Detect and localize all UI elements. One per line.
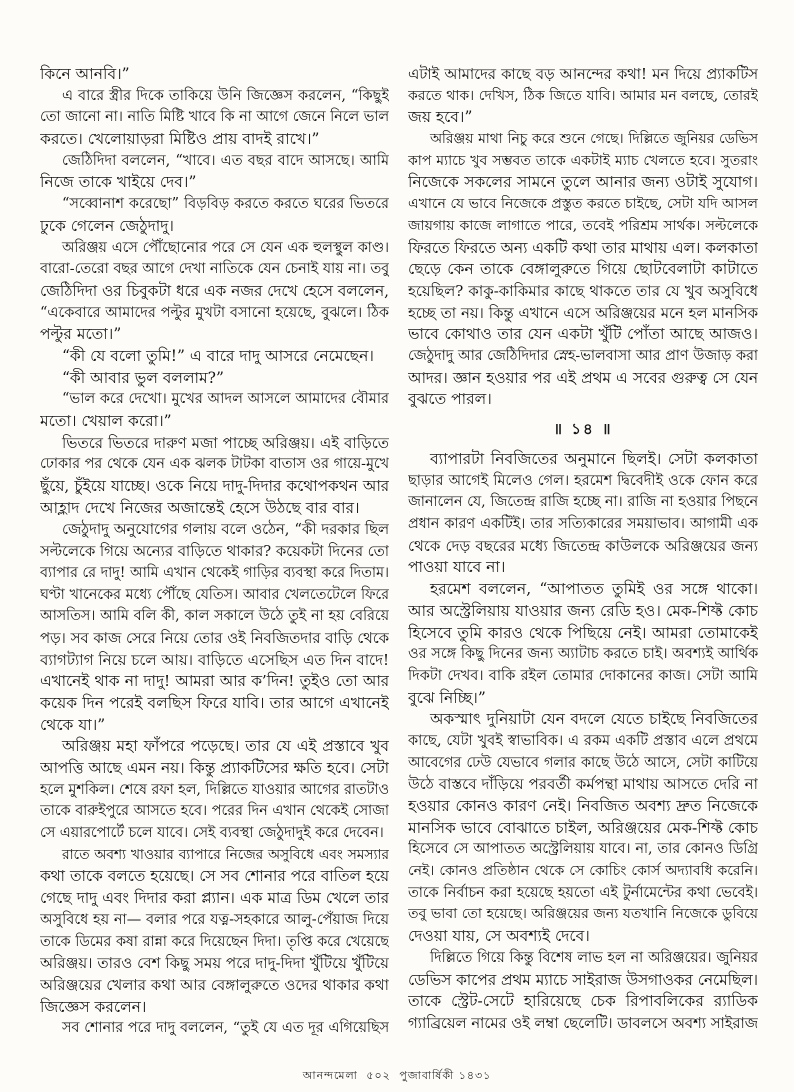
text-line: এখানেই থাক না দাদু! আমরা আর ক’দিন! তুইও তো আর: [40, 672, 389, 691]
text-line: গেছে দাদু এবং দিদার করা প্ল্যান। এক মাত্র ডিম খেলে তার: [40, 889, 389, 908]
text-line: অরিঞ্জয় এসে পৌঁছোনোর পরে সে যেন এক হুলস্থুল কাণ্ড।: [62, 239, 389, 256]
text-line: সব শোনার পরে দাদু বললেন, “তুই যে এত দূর এগিয়েছিস: [62, 1020, 389, 1037]
text-line: হওয়ার কোনও কারণ নেই। নিবজিত অবশ্য দ্রুত নিজেকে: [408, 797, 758, 815]
text-line: আসতিস। আমি বলি কী, কাল সকালে উঠে তুই না হয় বেরিয়ে: [40, 608, 389, 625]
text-line: অরিঞ্জয়। তারও বেশ কিছু সময় পরে দাদু-দিদা খুঁটিয়ে খুঁটিয়ে: [40, 954, 389, 973]
text-line: সে এয়ারপোর্টে চলে যাবে। সেই ব্যবস্থা জেঠুদাদুই করে দেবেন।: [40, 825, 384, 842]
right-column: [408, 64, 758, 1035]
right-column-top-text: [408, 64, 758, 411]
text-line: জেঠিদিদা বললেন, “খাবে। এত বছর বাদে আসছে। আমি: [62, 152, 389, 169]
paragraph: [40, 368, 389, 390]
text-line: তো জানো না। নাতি মিষ্টি খাবে কি না আগে জেনে নিলে ভাল: [40, 109, 389, 126]
text-line: হিসেবে সে আপাতত অস্ট্রেলিয়ায় যাবে। না, তার কোনও ডিগ্রি: [408, 841, 758, 858]
text-line: ঘণ্টা খানেকের মধ্যে পৌঁছে যেতিস। আবার খেলতেটেলে ফিরে: [40, 586, 389, 603]
paragraph: [408, 449, 758, 579]
text-line: অরিঞ্জয় মাথা নিচু করে শুনে গেছে। দিল্লিতে জুনিয়র ডেভিস: [430, 131, 758, 148]
text-line: উঠে বাস্তবে দাঁড়িয়ে পরবর্তী কর্মপন্থা মাথায় আসতে দেরি না: [408, 775, 758, 794]
text-line: করতে থাক। দেখিস, ঠিক জিতে যাবি। আমার মন বলছে, তোরই: [408, 87, 758, 104]
footer-page-number: ৫০২: [366, 1069, 391, 1082]
text-line: পাওয়া যাবে না।: [408, 558, 506, 577]
paragraph: [408, 129, 758, 411]
text-line: থেকে দেড় বছরের মধ্যে জিতেন্দ্র কাউলকে অরিঞ্জয়ের জন্য: [408, 536, 758, 555]
text-line: পড়। সব কাজ সেরে নিয়ে তোর ওই নিবজিতদার বাড়ি থেকে: [40, 629, 389, 647]
text-line: ডেভিস কাপের প্রথম ম্যাচে সাইরাজ উসগাওকর নেমেছিল।: [408, 970, 758, 989]
text-line: বারো-তেরো বছর আগে দেখা নাতিকে যেন চেনাই যায় না। তবু: [40, 261, 389, 278]
text-line: আবেগের ঢেউ যেভাবে গলার কাছে উঠে আসে, সেটা কাটিয়ে: [408, 754, 758, 771]
text-line: হরমেশ বললেন, “আপাতত তুমিই ওর সঙ্গে থাকো।: [430, 580, 758, 599]
text-line: মতো। খেয়াল করো।”: [40, 412, 172, 430]
text-line: কথা তাকে বলতে হয়েছে। সে সব শোনার পরে বাতিল হয়ে: [40, 867, 389, 886]
paragraph: [408, 579, 758, 709]
text-line: ফিরতে ফিরতে অন্য একটি কথা তার মাথায় এল। কলকাতা: [408, 238, 758, 257]
text-line: হচ্ছে তা নয়। কিন্তু এখানে এসে অরিঞ্জয়ের মনে হল মানসিক: [408, 304, 758, 322]
text-line: থেকে যা।”: [40, 715, 106, 734]
text-line: বুঝে নিচ্ছি।”: [408, 688, 486, 707]
text-line: কয়েক দিন পরেই বলছিস ফিরে যাবি। তার আগে এখানেই: [40, 693, 389, 712]
text-line: অকস্মাৎ দুনিয়াটা যেন বদলে যেতে চাইছে নিবজিতের: [430, 710, 758, 729]
text-line: ছাড়ার আগেই মিলেও গেল। হরমেশ দ্বিবেদীই ওকে ফোন করে: [408, 472, 758, 489]
text-line: বুঝতে পারল।: [408, 390, 492, 409]
text-line: জয় হবে।”: [408, 108, 473, 127]
paragraph: [40, 389, 389, 432]
text-line: সল্টলেকে গিয়ে অন্যের বাড়িতে থাকার? কয়েকটা দিনের তো: [40, 543, 389, 561]
right-column-bottom-text: [408, 449, 758, 1035]
text-line: ভাবে কোথাও তার যেন একটা খুঁটি পোঁতা আছে আজও।: [408, 325, 758, 344]
text-line: জানালেন যে, জিতেন্দ্র রাজি হচ্ছে না। রাজি না হওয়ার পিছনে: [408, 494, 758, 511]
text-line: জায়গায় কাজে লাগাতে পারে, তবেই পরিশ্রম সার্থক। সল্টলেকে: [408, 217, 758, 234]
text-line: পল্টুর মতো।”: [40, 325, 122, 344]
text-line: তবু ভাবা তো হয়েছে। অরিঞ্জয়ের জন্য যতখানি নিজেকে ডুবিয়ে: [408, 906, 758, 923]
text-line: এটাই আমাদের কাছে বড় আনন্দের কথা! মন দিয়ে প্র্যাকটিস: [408, 66, 758, 83]
paragraph: [40, 151, 389, 194]
text-line: প্রধান কারণ একটিই। তার সত্যিকারের সময়াভাব। আগামী এক: [408, 516, 758, 533]
text-line: ব্যাগট্যাগ নিয়ে চলে আয়। বাড়িতে এসেছিস এত দিন বাদে!: [40, 650, 389, 669]
paragraph: [40, 238, 389, 346]
text-line: নিজে তাকে খাইয়ে দেব।”: [40, 173, 197, 192]
text-line: রাতে অবশ্য খাওয়ার ব্যাপারে নিজের অসুবিধে এবং সমস্যার: [62, 846, 389, 863]
text-line: “একেবারে আমাদের পল্টুর মুখটা বসানো হয়েছে, বুঝলে। ঠিক: [40, 304, 389, 321]
paragraph: [40, 86, 389, 151]
text-line: ব্যাপারটা নিবজিতের অনুমানে ছিলই। সেটা কলকাতা: [430, 450, 758, 468]
text-line: তাকে নির্বাচন করা হয়েছে হয়তো এই টুর্নামেন্টের কথা ভেবেই।: [408, 884, 758, 901]
paragraph: [408, 709, 758, 948]
text-line: ব্যাপার রে দাদু! আমি এখান থেকেই গাড়ির ব্যবস্থা করে দিতাম।: [40, 564, 389, 581]
paragraph: [408, 64, 758, 129]
text-line: হিসেবে তুমি কারও থেকে পিছিয়ে নেই। আমরা তোমাকেই: [408, 623, 758, 642]
text-line: ঢুকে গেলেন জেঠুদাদু।: [40, 216, 174, 235]
text-line: করতে। খেলোয়াড়রা মিষ্টিও প্রায় বাদই রাখে।”: [40, 130, 320, 149]
paragraph: [40, 736, 389, 844]
text-line: দেওয়া যায়, সে অবশ্যই দেবে।: [408, 927, 590, 946]
paragraph: [40, 346, 389, 368]
text-line: কাছে, যেটা খুবই স্বাভাবিক। এ রকম একটি প্রস্তাব এলে প্রথমে: [408, 732, 758, 749]
paragraph: [40, 194, 389, 237]
page-footer: [0, 1066, 794, 1086]
paragraph: [40, 64, 389, 86]
text-line: জেঠুদাদু আর জেঠিদিদার স্নেহ-ভালবাসা আর প্রাণ উজাড় করা: [408, 347, 758, 364]
text-line: নিজেকে সকলের সামনে তুলে আনার জন্য ওটাই সুযোগ।: [408, 173, 758, 192]
text-line: ছুঁয়ে, চুঁইয়ে যাচ্ছে। ওকে নিয়ে দাদু-দিদার কথোপকথন আর: [40, 477, 389, 496]
left-column: [40, 64, 389, 1040]
text-line: ঢোকার পর থেকে যেন এক ঝলক টাটকা বাতাস ওর গায়ে-মুখে: [40, 456, 389, 473]
text-line: তাকে ডিমের কষা রান্না করে দিয়েছেন দিদা। তৃপ্তি করে খেয়েছে: [40, 933, 389, 950]
text-line: ছেড়ে কেন তাকে বেঙ্গালুরুতে গিয়ে ছোটবেলাটা কাটাতে: [408, 260, 758, 279]
text-line: হয়েছিল? কাকু-কাকিমার কাছে থাকতে তার যে খুব অসুবিধে: [408, 281, 758, 300]
paragraph: [40, 519, 389, 736]
text-line: ভিতরে ভিতরে দারুণ মজা পাচ্ছে অরিঞ্জয়। এই বাড়িতে: [62, 433, 389, 452]
paragraph: [40, 433, 389, 520]
footer-edition: পুজাবার্ষিকী ১৪৩১: [399, 1069, 492, 1082]
text-line: গ্যাব্রিয়েল নামের ওই লম্বা ছেলেটি। ডাবলসে অবশ্য সাইরাজ: [408, 1014, 758, 1032]
text-line: দিকটা দেখব। বাকি রইল তোমার দোকানের কাজ। সেটা আমি: [408, 667, 758, 684]
text-line: নেই। কোনও প্রতিষ্ঠান থেকে সে কোচিং কোর্স অদ্যাবধি করেনি।: [408, 863, 758, 880]
text-line: কিনে আনবি।”: [40, 65, 130, 83]
text-line: হলে মুশকিল। শেষে রফা হল, দিল্লিতে যাওয়ার আগের রাতটাও: [40, 781, 389, 798]
footer-magazine-name: আনন্দমেলা: [302, 1069, 358, 1082]
paragraph: [40, 845, 389, 1019]
text-line: জিজ্ঞেস করলেন।: [40, 997, 147, 1016]
text-line: “সব্বোনাশ করেছো” বিড়বিড় করতে করতে ঘরের ভিতরে: [62, 196, 389, 213]
text-line: তাকে বারুইপুরে আসতে হবে। পরের দিন এখান থেকেই সোজা: [40, 803, 389, 820]
text-line: অসুবিধে হয় না— বলার পরে যত্ন-সহকারে আলু-পেঁয়াজ দিয়ে: [40, 911, 389, 928]
paragraph: [40, 1018, 389, 1040]
text-line: এ বারে স্ত্রীর দিকে তাকিয়ে উনি জিজ্ঞেস করলেন, “কিছুই: [62, 87, 389, 104]
paragraph: [408, 948, 758, 1035]
text-line: “কী আবার ভুল বললাম?”: [62, 368, 224, 387]
text-line: মানসিক ভাবে বোঝাতে চাইল, অরিঞ্জয়ের মেক-শিফ্ট কোচ: [408, 818, 758, 837]
text-line: আপত্তি আছে এমন নয়। কিন্তু প্র্যাকটিসের ক্ষতি হবে। সেটা: [40, 759, 389, 777]
text-line: দিল্লিতে গিয়ে কিন্তু বিশেষ লাভ হল না অরিঞ্জয়ের। জুনিয়র: [430, 949, 758, 966]
text-line: জেঠুদাদু অনুযোগের গলায় বলে ওঠেন, “কী দরকার ছিল: [62, 521, 389, 539]
text-line: এখানে যে ভাবে নিজেকে প্রস্তুত করতে চাইছে, সেটা যদি আসল: [408, 196, 758, 213]
text-line: কাপ ম্যাচে খুব সম্ভবত তাকে একটাই ম্যাচ খেলতে হবে। সুতরাং: [408, 152, 758, 169]
text-line: অরিঞ্জয় মহা ফাঁপরে পড়েছে। তার যে এই প্রস্তাবে খুব: [62, 737, 389, 756]
text-line: আর অস্ট্রেলিয়ায় যাওয়ার জন্য রেডি হও। মেক-শিফ্ট কোচ: [408, 601, 758, 620]
text-line: জেঠিদিদা ওর চিবুকটা ধরে এক নজর দেখে হেসে বললেন,: [40, 281, 389, 300]
chapter-marker: ॥ ১৪ ॥: [553, 419, 613, 438]
text-line: ওর সঙ্গে কিছু দিনের জন্য অ্যাটাচ করতে চাই। অবশ্যই আর্থিক: [408, 646, 758, 663]
text-line: তাকে স্ট্রেট-সেটে হারিয়েছে চেক রিপাবলিকের র‍্যাডিক: [408, 992, 758, 1011]
text-line: “ভাল করে দেখো। মুখের আদল আসলে আমাদের বৌমার: [62, 391, 389, 408]
text-line: আদর। জ্ঞান হওয়ার পর এই প্রথম এ সবের গুরুত্ব সে যেন: [408, 368, 758, 387]
text-line: আহ্লাদ দেখে নিজের অজান্তেই হেসে উঠছে বার বার।: [40, 498, 360, 517]
text-line: “কী যে বলো তুমি!” এ বারে দাদু আসরে নেমেছেন।: [62, 346, 374, 365]
text-line: অরিঞ্জয়ের খেলার কথা আর বেঙ্গালুরুতে ওদের থাকার কথা: [40, 975, 389, 994]
